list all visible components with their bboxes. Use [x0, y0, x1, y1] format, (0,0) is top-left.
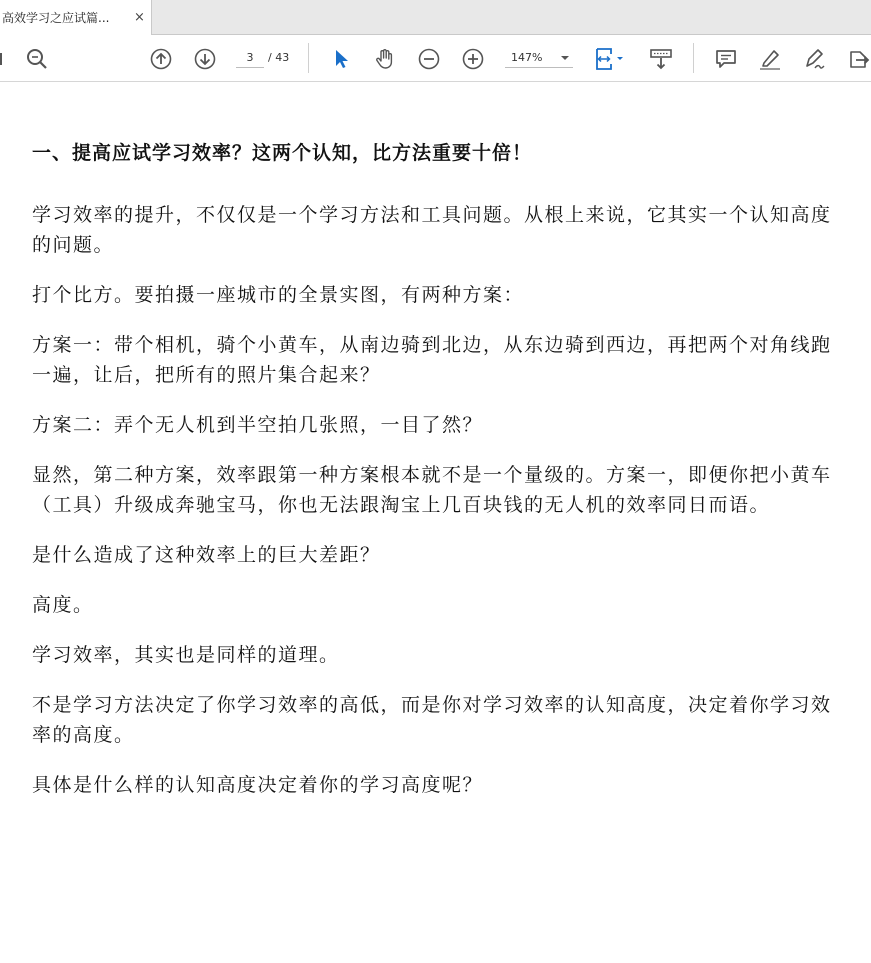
paragraph: 不是学习方法决定了你学习效率的高低，而是你对学习效率的认知高度，决定着你学习效率的高度。 — [32, 694, 832, 746]
toolbar — [0, 35, 871, 82]
share-icon[interactable] — [845, 46, 871, 72]
paragraph: 学习效率，其实也是同样的道理。 — [32, 644, 340, 666]
comment-icon[interactable] — [713, 46, 739, 72]
tab-title: 高效学习之应试篇... — [2, 11, 110, 25]
paragraph: 方案一：带个相机，骑个小黄车，从南边骑到北边，从东边骑到西边，再把两个对角线跑一遍，让后，把所有的照片集合起来？ — [32, 334, 832, 386]
sign-icon[interactable] — [801, 46, 827, 72]
hand-tool-icon[interactable] — [372, 46, 398, 72]
paragraph: 学习效率的提升，不仅仅是一个学习方法和工具问题。从根上来说，它其实一个认知高度的问题。 — [32, 204, 832, 256]
close-tab-icon[interactable]: × — [134, 10, 145, 25]
page-up-icon[interactable] — [148, 46, 174, 72]
zoom-level-select[interactable] — [505, 48, 573, 68]
paragraph: 具体是什么样的认知高度决定着你的学习高度呢？ — [32, 774, 484, 796]
zoom-icon[interactable] — [24, 46, 50, 72]
page-number-input[interactable]: 3 — [236, 48, 264, 68]
paragraph: 是什么造成了这种效率上的巨大差距？ — [32, 544, 381, 566]
paragraph: 打个比方。要拍摄一座城市的全景实图，有两种方案： — [32, 284, 525, 306]
fit-page-icon[interactable] — [592, 46, 628, 72]
document-tab[interactable] — [0, 0, 152, 35]
hand-icon-partial[interactable] — [0, 46, 6, 72]
toolbar-divider — [693, 43, 694, 73]
page-total: / 43 — [268, 51, 290, 64]
scroll-mode-icon[interactable] — [648, 46, 674, 72]
document-page — [32, 140, 852, 820]
toolbar-divider — [308, 43, 309, 73]
zoom-in-icon[interactable] — [460, 46, 486, 72]
highlight-icon[interactable] — [757, 46, 783, 72]
page-down-icon[interactable] — [192, 46, 218, 72]
tab-bar — [0, 0, 871, 35]
chevron-down-icon — [561, 56, 569, 60]
select-arrow-icon[interactable] — [328, 46, 354, 72]
zoom-out-icon[interactable] — [416, 46, 442, 72]
paragraph: 高度。 — [32, 594, 94, 616]
paragraph: 显然，第二种方案，效率跟第一种方案根本就不是一个量级的。方案一，即便你把小黄车（工具）升级成奔驰宝马，你也无法跟淘宝上几百块钱的无人机的效率同日而语。 — [32, 464, 832, 516]
zoom-level-value: 147% — [511, 51, 543, 64]
paragraph: 方案二：弄个无人机到半空拍几张照，一目了然？ — [32, 414, 484, 436]
section-heading: 一、提高应试学习效率？这两个认知，比方法重要十倍！ — [32, 142, 533, 164]
